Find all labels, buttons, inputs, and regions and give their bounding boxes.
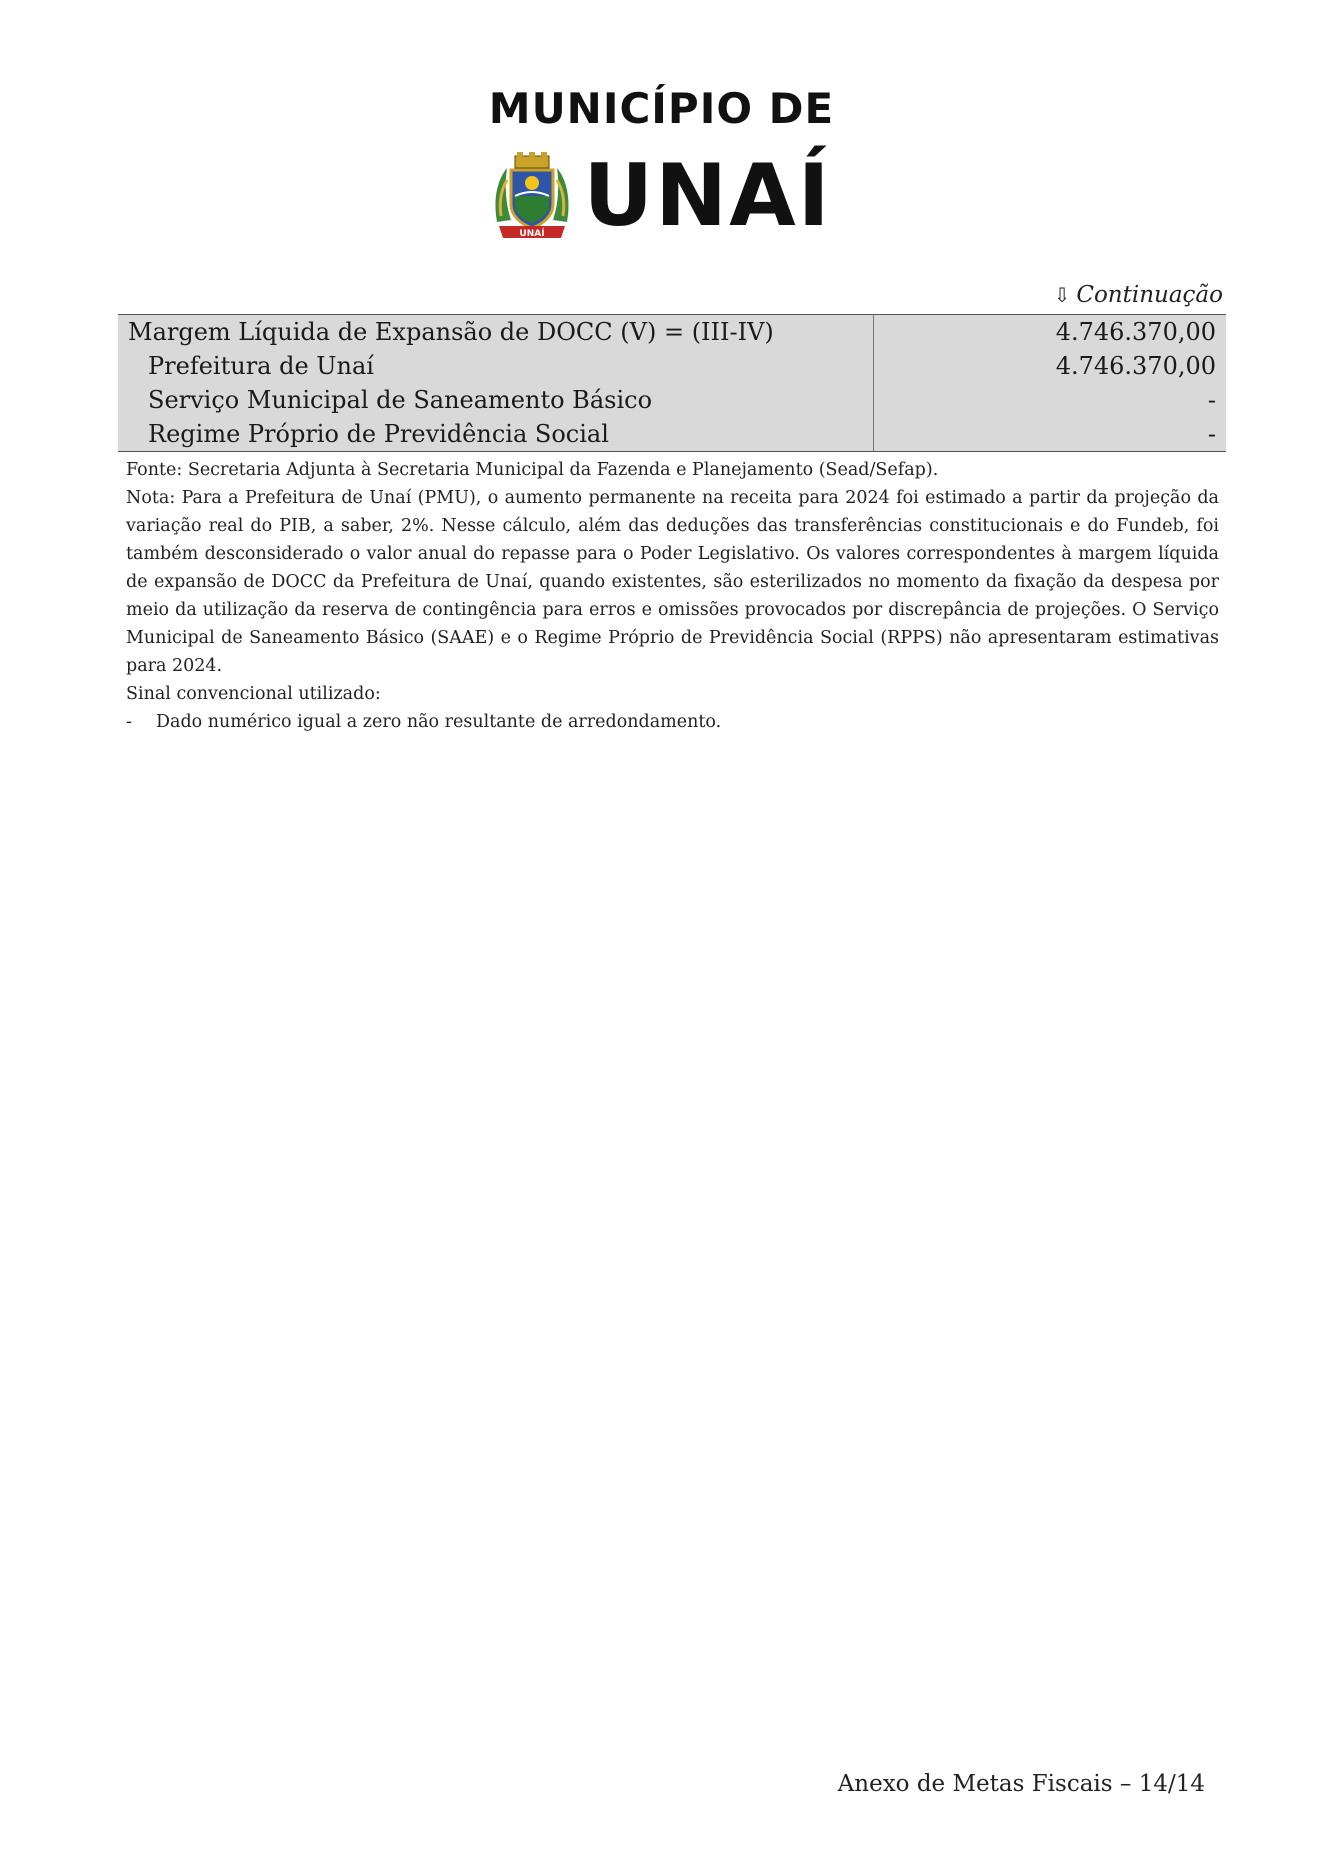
continuation-marker xyxy=(1054,282,1223,308)
conventions-title: Sinal convencional utilizado: xyxy=(126,684,381,704)
table-row xyxy=(118,383,1226,417)
crest-ribbon-text: UNAÍ xyxy=(519,229,545,239)
municipality-title-line1: MUNICÍPIO DE xyxy=(488,84,835,133)
page-footer: Anexo de Metas Fiscais – 14/14 xyxy=(837,1771,1205,1797)
table-notes xyxy=(126,456,1219,736)
page-header xyxy=(0,84,1323,246)
table-row xyxy=(118,349,1226,383)
docc-margin-table xyxy=(118,314,1226,452)
convention-symbol: - xyxy=(126,712,132,732)
row-label: Regime Próprio de Previdência Social xyxy=(118,417,874,452)
down-arrow-icon: ⇩ xyxy=(1053,283,1071,307)
row-value: - xyxy=(1207,386,1216,414)
row-label: Margem Líquida de Expansão de DOCC (V) = (III-IV) xyxy=(118,315,874,350)
row-label: Prefeitura de Unaí xyxy=(118,349,874,383)
table-row xyxy=(118,315,1226,350)
row-value: 4.746.370,00 xyxy=(874,315,1227,350)
explanatory-note: Nota: Para a Prefeitura de Unaí (PMU), o aumento permanente na receita para 2024 foi estimado a partir da projeção da variação real do PIB, a saber, 2%. Nesse cálculo, além das deduções das transferências constitucionais e do Fundeb, foi também desconsiderado o valor anual do repasse para o Poder Legislativo. Os valores correspondentes à margem líquida de expansão de DOCC da Prefeitura de Unaí, quando existentes, são esterilizados no momento da fixação da despesa por meio da utilização da reserva de contingência para erros e omissões provocados por discrepância de projeções. O Serviço Municipal de Saneamento Básico (SAAE) e o Regime Próprio de Previdência Social (RPPS) não apresentaram estimativas para 2024. xyxy=(126,488,1219,676)
coat-of-arms-icon xyxy=(491,150,573,242)
municipality-title-line2-group xyxy=(0,146,1323,246)
source-note: Fonte: Secretaria Adjunta à Secretaria Municipal da Fazenda e Planejamento (Sead/Sefap). xyxy=(126,460,939,480)
convention-description: Dado numérico igual a zero não resultante de arredondamento. xyxy=(156,712,722,732)
row-value: 4.746.370,00 xyxy=(1055,352,1216,380)
table-row xyxy=(118,417,1226,452)
municipality-name: UNAÍ xyxy=(583,146,832,246)
row-label: Serviço Municipal de Saneamento Básico xyxy=(118,383,874,417)
continuation-label: Continuação xyxy=(1076,282,1223,308)
row-value: - xyxy=(874,417,1227,452)
convention-item xyxy=(126,708,1219,736)
